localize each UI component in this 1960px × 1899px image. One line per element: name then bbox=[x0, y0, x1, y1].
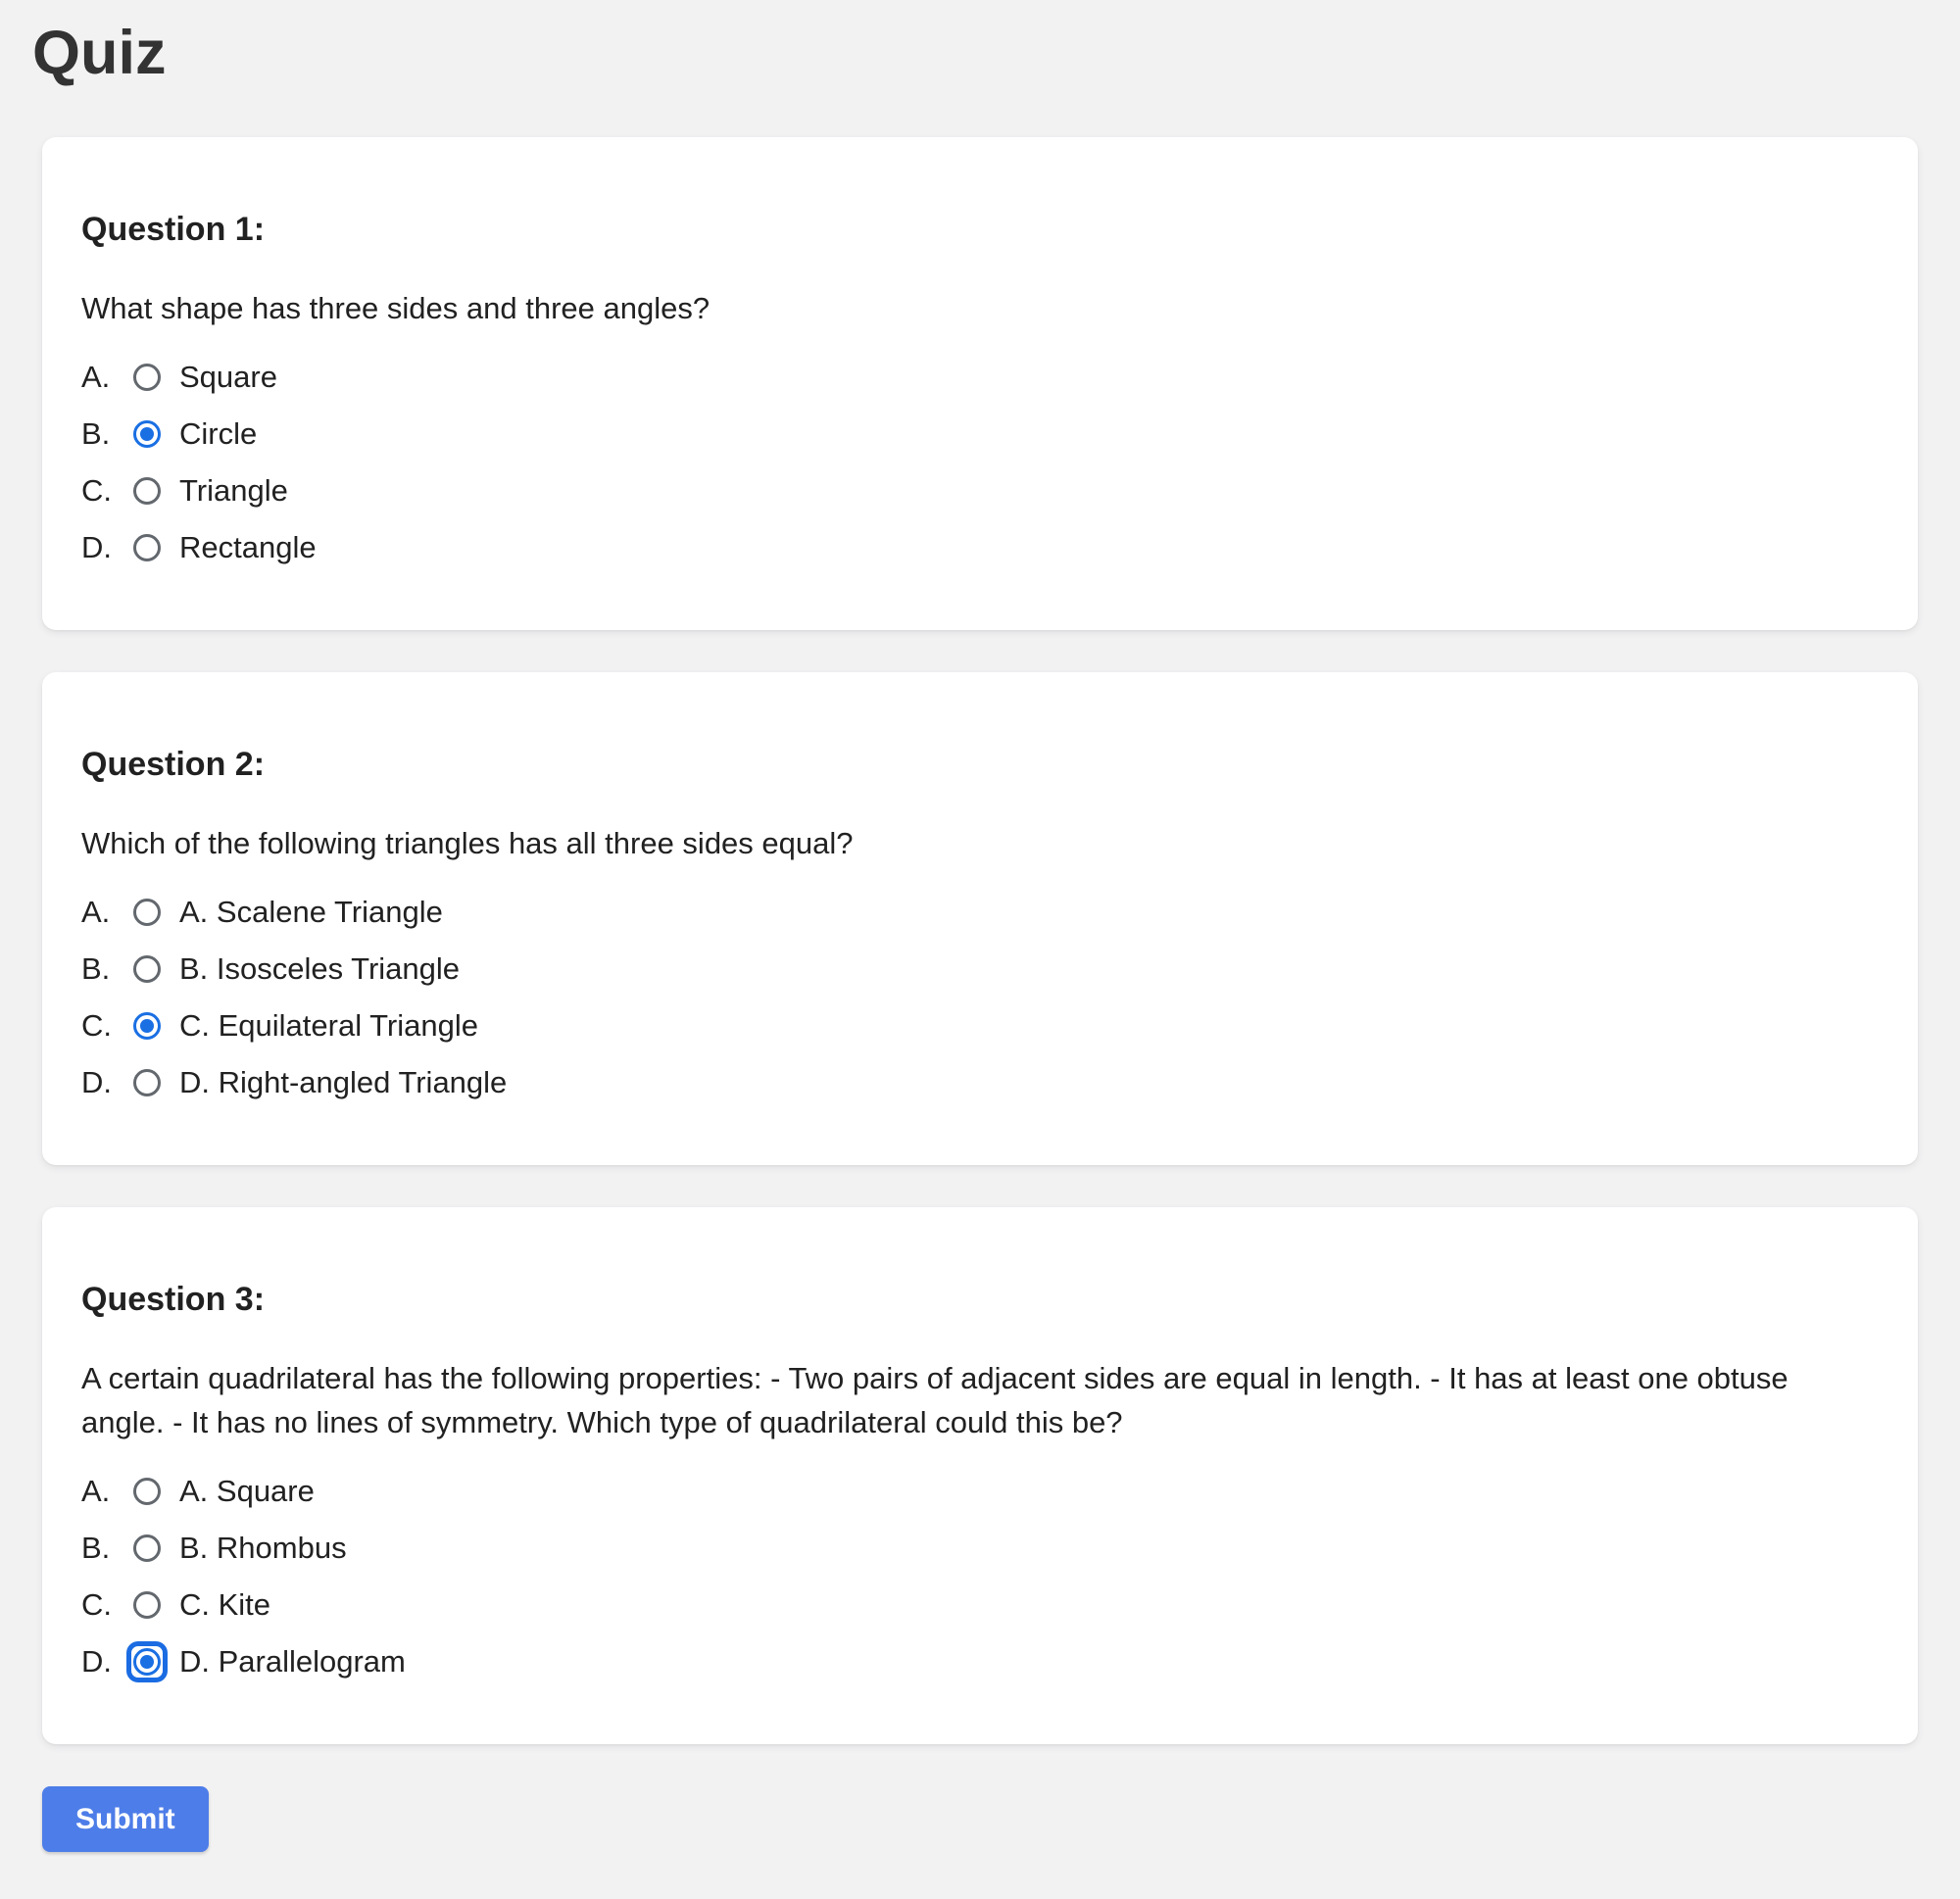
option-letter: A. bbox=[81, 895, 111, 930]
option-letter: B. bbox=[81, 416, 111, 452]
submit-button[interactable]: Submit bbox=[42, 1786, 209, 1852]
question-card bbox=[42, 672, 1918, 1165]
question-text: A certain quadrilateral has the following properties: - Two pairs of adjacent sides are equal in length. - It has at least one obtuse angle. - It has no lines of symmetry. Which type of quadrilateral could this be? bbox=[81, 1361, 1788, 1440]
question-text: What shape has three sides and three angles? bbox=[81, 291, 710, 326]
option-row[interactable] bbox=[81, 950, 1879, 989]
option-label: C. Kite bbox=[179, 1587, 271, 1623]
option-letter: B. bbox=[81, 951, 111, 987]
question-card bbox=[42, 1207, 1918, 1744]
question-list bbox=[0, 137, 1960, 1744]
options-list bbox=[81, 1472, 1879, 1681]
radio-button-icon[interactable] bbox=[126, 949, 168, 990]
option-row[interactable] bbox=[81, 1585, 1879, 1625]
option-row[interactable] bbox=[81, 471, 1879, 511]
option-row[interactable] bbox=[81, 1642, 1879, 1681]
radio-button-icon[interactable] bbox=[126, 1584, 168, 1626]
question-text: Which of the following triangles has all three sides equal? bbox=[81, 826, 854, 861]
option-letter: C. bbox=[81, 1008, 112, 1044]
radio-button-icon[interactable] bbox=[126, 414, 168, 455]
option-row[interactable] bbox=[81, 414, 1879, 454]
radio-button-icon[interactable] bbox=[126, 1062, 168, 1103]
radio-button-icon[interactable] bbox=[126, 1641, 168, 1682]
option-row[interactable] bbox=[81, 1529, 1879, 1568]
option-label: A. Square bbox=[179, 1474, 315, 1509]
option-row[interactable] bbox=[81, 1006, 1879, 1046]
radio-button-icon[interactable] bbox=[126, 1005, 168, 1047]
radio-button-icon[interactable] bbox=[126, 1528, 168, 1569]
option-row[interactable] bbox=[81, 358, 1879, 397]
option-label: C. Equilateral Triangle bbox=[179, 1008, 478, 1044]
option-label: Circle bbox=[179, 416, 258, 452]
radio-button-icon[interactable] bbox=[126, 357, 168, 398]
question-heading: Question 3: bbox=[81, 1281, 266, 1319]
radio-button-icon[interactable] bbox=[126, 1471, 168, 1512]
option-label: A. Scalene Triangle bbox=[179, 895, 443, 930]
option-letter: A. bbox=[81, 360, 111, 395]
question-card bbox=[42, 137, 1918, 630]
option-letter: C. bbox=[81, 1587, 112, 1623]
options-list bbox=[81, 893, 1879, 1102]
option-letter: A. bbox=[81, 1474, 111, 1509]
option-row[interactable] bbox=[81, 1472, 1879, 1511]
option-letter: D. bbox=[81, 1644, 112, 1680]
option-letter: D. bbox=[81, 1065, 112, 1100]
option-label: D. Right-angled Triangle bbox=[179, 1065, 508, 1100]
option-letter: D. bbox=[81, 530, 112, 565]
option-label: Triangle bbox=[179, 473, 288, 509]
option-letter: B. bbox=[81, 1531, 111, 1566]
radio-button-icon[interactable] bbox=[126, 892, 168, 933]
option-label: B. Isosceles Triangle bbox=[179, 951, 461, 987]
radio-button-icon[interactable] bbox=[126, 527, 168, 568]
option-label: Square bbox=[179, 360, 277, 395]
options-list bbox=[81, 358, 1879, 567]
option-label: B. Rhombus bbox=[179, 1531, 347, 1566]
option-row[interactable] bbox=[81, 893, 1879, 932]
option-row[interactable] bbox=[81, 528, 1879, 567]
page-title: Quiz bbox=[32, 19, 167, 87]
option-label: D. Parallelogram bbox=[179, 1644, 406, 1680]
question-heading: Question 2: bbox=[81, 746, 266, 784]
question-heading: Question 1: bbox=[81, 211, 266, 249]
option-row[interactable] bbox=[81, 1063, 1879, 1102]
option-label: Rectangle bbox=[179, 530, 317, 565]
option-letter: C. bbox=[81, 473, 112, 509]
radio-button-icon[interactable] bbox=[126, 470, 168, 511]
